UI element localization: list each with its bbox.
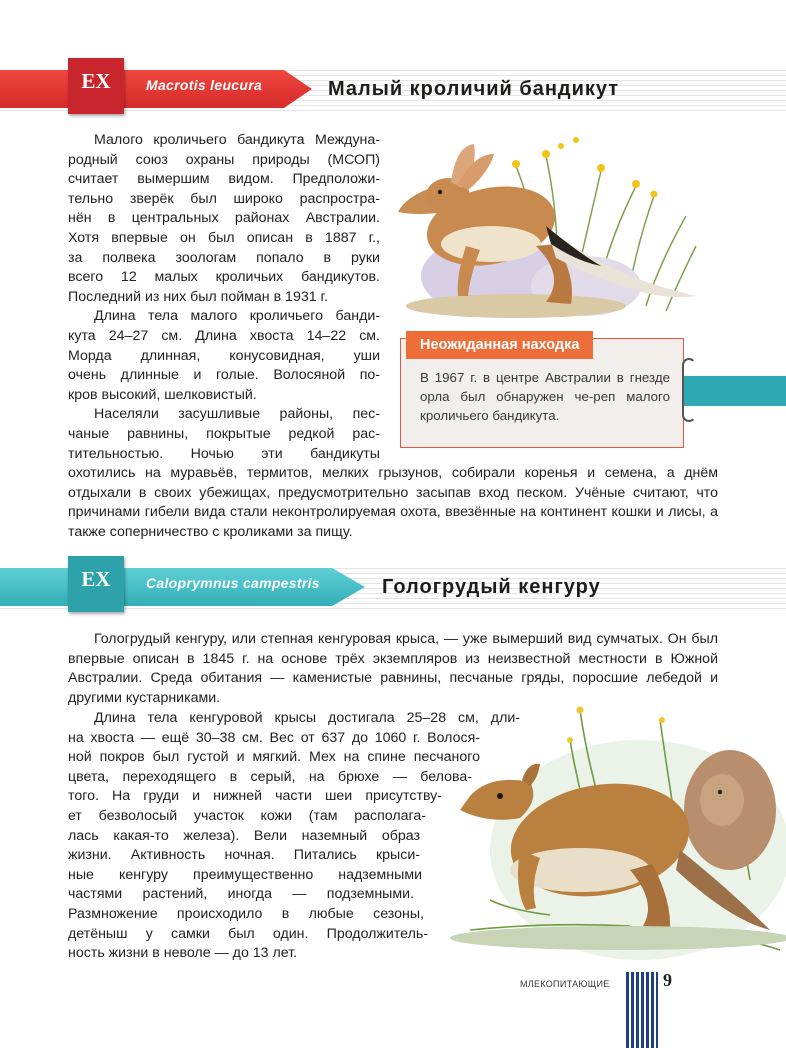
sidebar-title: Неожиданная находка (406, 331, 593, 359)
text-line: на хвоста — ещё 30–38 см. Вес от 637 до 1060 г. Волося- (68, 729, 480, 746)
section-title: Малый кроличий бандикут (328, 78, 620, 100)
latin-name: Macrotis leucura (146, 77, 263, 93)
sidebar-tab (684, 376, 786, 406)
text-line: родный союз охраны природы (МСОП) (68, 151, 380, 168)
text-line: всего 12 малых кроличьих бандикутов. (68, 269, 380, 286)
section-title: Гологрудый кенгуру (382, 576, 601, 598)
text-line: жизни. Активность ночная. Питались крыси- (68, 847, 420, 864)
text-line: частями растений, иногда — подземными. (68, 886, 414, 903)
text-line: кров высокий, шелковистый. (68, 386, 257, 403)
bandicoot-text-block (68, 131, 380, 464)
text-line: считает вымершим видом. Предположи- (68, 171, 380, 188)
status-badge-ex: EX (68, 58, 124, 114)
status-badge-ex: EX (68, 556, 124, 612)
latin-name: Caloprymnus campestris (146, 575, 320, 591)
text-paragraph: Гологрудый кенгуру, или степная кенгуровая крыса, — уже вымерший вид сумчатых. Он был впервые описан в 1845 г. на основе трёх экземпляров из неизвестной местности в Южной Австралии. Среда обитания — каменистые равнины, песчаные гряды, поросшие лебедой и другими кустарниками. (68, 631, 718, 706)
text-line: ные кенгуру преимущественно надземными (68, 866, 422, 883)
text-line: ность жизни в неволе — до 13 лет. (68, 945, 298, 962)
kangaroo-text-block (68, 709, 520, 964)
bandicoot-illustration (396, 126, 708, 326)
text-line: Малого кроличьего бандикута Междуна- (94, 132, 380, 148)
text-line: Длина тела малого кроличьего банди- (94, 308, 380, 325)
sidebar-paragraph: В 1967 г. в центре Австралии в гнезде орла был обнаружен че-реп малого кроличьего бандикута. (420, 370, 670, 423)
text-line: Морда длинная, конусовидная, уши (68, 347, 380, 364)
footer-stripes (626, 972, 658, 1048)
text-line: Населяли засушливые районы, пес- (94, 406, 380, 423)
paperclip-icon (682, 358, 696, 422)
text-line: Длина тела кенгуровой крысы достигала 25–28 см, дли- (94, 710, 520, 726)
text-line: ет безволосый участок кожи (там располага- (68, 807, 426, 824)
text-line: детёныш у самки был один. Продолжитель- (68, 925, 428, 942)
text-line: тительностью. Ночью эти бандикуты (68, 445, 380, 462)
text-line: того. На груди и нижней части шеи присутству- (68, 788, 442, 805)
text-line: чаные равнины, покрытые редкой рас- (68, 425, 380, 442)
text-line: за полвека зоологам попало в руки (68, 249, 380, 266)
text-line: Хотя впервые он был описан в 1887 г., (68, 229, 380, 246)
footer-section-label: МЛЕКОПИТАЮЩИЕ (520, 979, 610, 989)
kangaroo-intro (68, 630, 718, 708)
text-paragraph: охотились на муравьёв, термитов, мелких грызунов, собирали коренья и семена, а днём отдыхали в своих убежищах, предусмотрительно засыпав вход песком. Учёные считают, что причинами гибели вида стали неконтролируемая охота, ввезённые на континент кошки и лисы, а также соперничество с кроликами за пищу. (68, 465, 718, 540)
text-line: кута 24–27 см. Длина хвоста 14–22 см. (68, 327, 380, 344)
bandicoot-text-continued (68, 464, 718, 542)
text-line: нён в центральных районах Австралии. (68, 210, 380, 227)
text-line: ной покров был густой и мягкий. Мех на спине песчаного (68, 749, 480, 766)
section-header-kangaroo (0, 564, 786, 610)
text-line: очень длинные и голые. Волосяной по- (68, 367, 380, 384)
section-header-bandicoot (0, 66, 786, 112)
text-line: цвета, переходящего в серый, на брюхе — белова- (68, 768, 472, 785)
text-line: лась какая-то железа). Вели наземный образ (68, 827, 420, 844)
text-line: Последний из них был пойман в 1931 г. (68, 288, 328, 305)
page-number: 9 (663, 970, 672, 990)
sidebar-text (420, 368, 670, 425)
text-line: Размножение происходило в любые сезоны, (68, 905, 424, 922)
text-line: тельно зверёк был широко распростра- (68, 190, 380, 207)
